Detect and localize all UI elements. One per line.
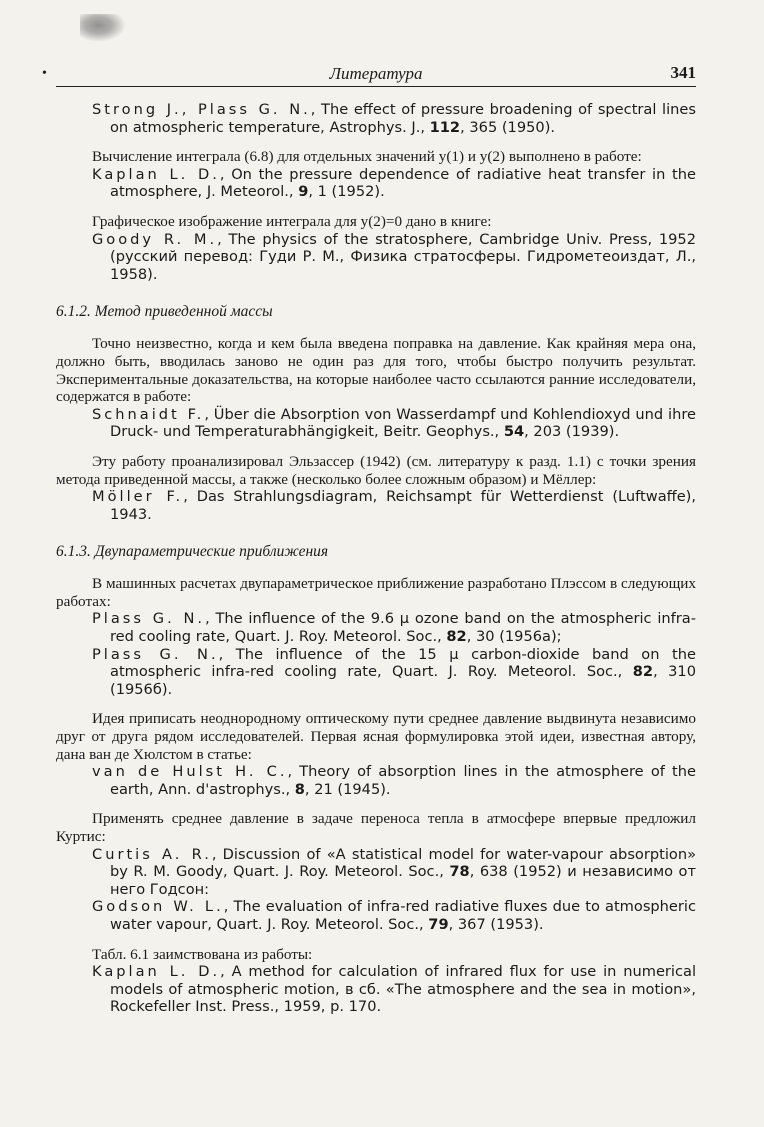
running-header: [42, 60, 696, 87]
reference-rest: , 1 (1952).: [308, 183, 385, 201]
reference-rest: , 21 (1945).: [304, 780, 391, 798]
reference-text: , The influence of the 9.6 μ ozone band on the atmospheric infra-red cooling rate, Quart. J. Roy. Meteorol. Soc.,: [110, 610, 696, 646]
reference-rest: , 638 (1952) и независимо от него Годсон:: [110, 863, 696, 898]
reference-rest: , 310 (1956б).: [110, 663, 696, 698]
reference-entry: [56, 406, 696, 441]
section-heading: 6.1.3. Двупараметрические приближения: [56, 543, 329, 561]
reference-author: Plass G. N.: [92, 645, 219, 663]
reference-text: , The evaluation of infra-red radiative fluxes due to atmospheric water vapour, Quart. J. Roy. Meteorol. Soc.,: [110, 898, 696, 933]
reference-volume: 54: [503, 423, 525, 441]
reference-author: Möller F.: [92, 488, 184, 506]
reference-text: , Theory of absorption lines in the atmosphere of the earth, Ann. d'astrophys.,: [110, 763, 696, 798]
reference-rest: , 365 (1950).: [460, 118, 556, 136]
paragraph-text: Вычисление интеграла (6.8) для отдельных значений y(1) и y(2) выполнено в работе:: [92, 148, 642, 166]
reference-entry: [56, 898, 696, 933]
reference-author: Schnaidt F.: [92, 405, 205, 423]
reference-author: Kaplan L. D.: [92, 165, 220, 183]
reference-volume: 78: [449, 863, 470, 881]
section-heading: 6.1.2. Метод приведенной массы: [56, 303, 273, 321]
reference-volume: 112: [429, 118, 461, 136]
paragraph-text: Графическое изображение интеграла для y(2)=0 дано в книге:: [92, 212, 492, 230]
reference-entry: [56, 846, 696, 899]
reference-rest: , 203 (1939).: [524, 423, 620, 441]
page: [42, 60, 697, 1016]
reference-text: , On the pressure dependence of radiative heat transfer in the atmosphere, J. Meteorol.,: [110, 165, 696, 201]
reference-entry: [56, 166, 696, 201]
reference-entry: [56, 610, 696, 645]
reference-volume: 9: [298, 183, 309, 201]
paragraph: [56, 335, 696, 405]
reference-rest: , 30 (1956a);: [466, 628, 562, 646]
reference-author: Goody R. M.: [92, 230, 218, 248]
reference-text: , The influence of the 15 μ carbon-dioxide band on the atmospheric infra-red cooling rate, Quart. J. Roy. Meteorol. Soc.,: [110, 645, 696, 681]
page-number: 341: [670, 63, 696, 82]
reference-author: Strong J., Plass G. N.: [92, 101, 311, 118]
reference-text: , Discussion of «A statistical model for water-vapour absorption» by R. M. Goody, Quart. J. Roy. Meteorol. Soc.,: [110, 845, 696, 881]
ink-blot: [80, 14, 126, 42]
reference-author: Kaplan L. D.: [92, 963, 221, 981]
paragraph-text: Табл. 6.1 заимствована из работы:: [92, 945, 313, 963]
reference-text: , The effect of pressure broadening of spectral lines on atmospheric temperature, Astrophys. J.,: [110, 101, 696, 136]
reference-entry: [56, 231, 696, 284]
reference-text: , The physics of the stratosphere, Cambridge Univ. Press, 1952 (русский перевод: Гуди Р. М., Физика стратосферы. Гидрометеоиздат, Л., 1958).: [110, 230, 696, 283]
reference-text: , Das Strahlungsdiagram, Reichsampt für Wetterdienst (Luftwaffe), 1943.: [110, 488, 697, 523]
reference-entry: [56, 646, 696, 699]
reference-volume: 8: [294, 780, 305, 798]
reference-entry: [56, 488, 696, 523]
reference-text: , Über die Absorption von Wasserdampf und Kohlendioxyd und ihre Druck- und Temperaturabhängigkeit, Beitr. Geophys.,: [110, 405, 696, 441]
reference-volume: 82: [632, 663, 654, 681]
reference-author: van de Hulst H. C.: [92, 763, 288, 781]
paragraph-text: В машинных расчетах двупараметрическое приближение разработано Плэссом в следующих работах:: [56, 575, 696, 610]
reference-volume: 82: [446, 628, 467, 646]
paragraph: [56, 810, 696, 845]
reference-author: Godson W. L.: [92, 898, 224, 916]
reference-entry: [56, 963, 696, 1016]
paragraph: [56, 148, 696, 166]
paragraph: [56, 946, 696, 964]
reference-entry: [56, 101, 696, 136]
reference-entry: [56, 763, 696, 798]
bullet-mark: •: [42, 66, 47, 81]
paragraph: [56, 213, 696, 231]
paragraph: [56, 710, 696, 763]
reference-volume: 79: [428, 915, 449, 933]
reference-rest: , 367 (1953).: [448, 915, 544, 933]
paragraph-text: Применять среднее давление в задаче переноса тепла в атмосфере впервые предложил Куртис:: [56, 810, 696, 845]
reference-author: Curtis A. R.: [92, 845, 212, 863]
reference-text: , A method for calculation of infrared flux for use in numerical models of atmospheric motion, в сб. «The atmosphere and the sea in motion», Rockefeller Inst. Press., 1959, p. 170.: [110, 963, 696, 1016]
paragraph: [56, 453, 696, 488]
page-content: [56, 101, 696, 1016]
header-title: Литература: [329, 64, 423, 83]
paragraph-text: Эту работу проанализировал Эльзассер (1942) (см. литературу к разд. 1.1) с точки зрения метода приведенной массы, а также (несколько более сложным образом) и Мёллер:: [56, 452, 696, 488]
reference-author: Plass G. N.: [92, 610, 206, 628]
paragraph: [56, 575, 696, 610]
paragraph-text: Идея приписать неоднородному оптическому пути среднее давление выдвинута независимо друг от друга рядом исследователей. Первая ясная формулировка этой идеи, известная автору, дана ван де Хюлстом в статье:: [56, 710, 696, 763]
paragraph-text: Точно неизвестно, когда и кем была введена поправка на давление. Как крайняя мера она, должно быть, вводилась заново не один раз для того, чтобы быстро получить результат. Экспериментальные доказательства, на которые наиболее часто ссылаются ранние исследователи, содержатся в работе:: [56, 335, 696, 406]
